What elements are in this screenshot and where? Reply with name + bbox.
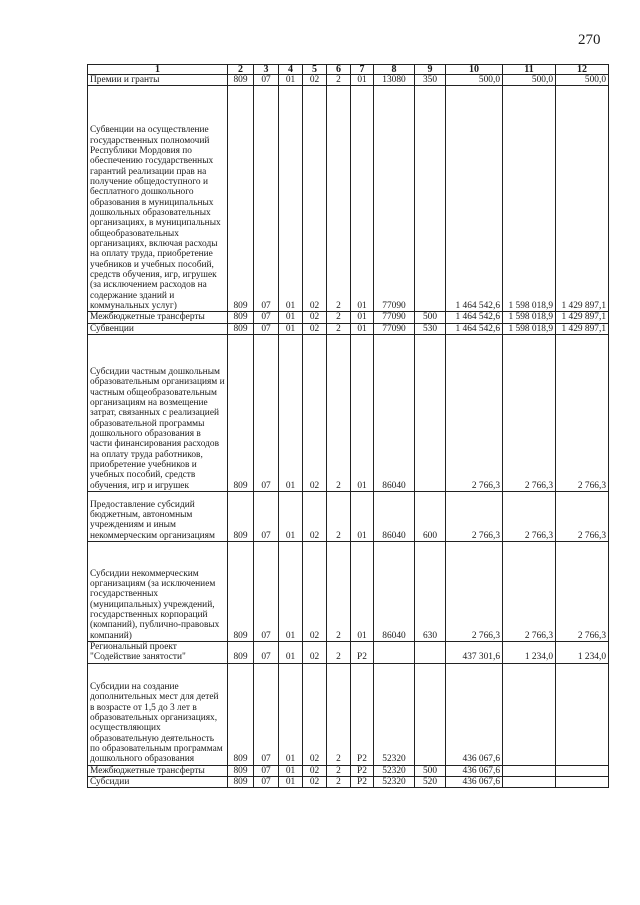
code-cell	[415, 335, 446, 492]
code-cell: 2	[327, 492, 351, 542]
code-cell: 77090	[374, 86, 415, 312]
amount-cell: 1 234,0	[556, 642, 609, 664]
budget-table	[87, 64, 609, 788]
row-name-cell: Межбюджетные трансферты	[88, 765, 228, 776]
code-cell: 86040	[374, 492, 415, 542]
code-cell: 2	[327, 75, 351, 86]
amount-cell: 500,0	[446, 75, 503, 86]
code-cell: 02	[303, 335, 327, 492]
code-cell: 01	[351, 86, 374, 312]
row-name-cell: Субсидии	[88, 777, 228, 788]
code-cell: 02	[303, 642, 327, 664]
code-cell: 02	[303, 542, 327, 642]
column-header: 6	[327, 65, 351, 75]
code-cell: 52320	[374, 777, 415, 788]
page-number: 270	[578, 32, 601, 48]
code-cell: 01	[279, 312, 303, 323]
code-cell: 02	[303, 663, 327, 765]
amount-cell: 1 598 018,9	[503, 323, 556, 334]
code-cell: 350	[415, 75, 446, 86]
code-cell	[415, 86, 446, 312]
amount-cell: 437 301,6	[446, 642, 503, 664]
code-cell: 2	[327, 323, 351, 334]
code-cell: 07	[254, 86, 279, 312]
column-header: 4	[279, 65, 303, 75]
amount-cell: 500,0	[556, 75, 609, 86]
amount-cell: 2 766,3	[503, 492, 556, 542]
column-header: 3	[254, 65, 279, 75]
amount-cell: 2 766,3	[446, 335, 503, 492]
table-row	[88, 765, 609, 776]
table-row	[88, 86, 609, 312]
code-cell: P2	[351, 765, 374, 776]
table-body	[88, 75, 609, 788]
amount-cell: 436 067,6	[446, 777, 503, 788]
table-row	[88, 542, 609, 642]
code-cell: 2	[327, 663, 351, 765]
code-cell: 07	[254, 663, 279, 765]
code-cell: 2	[327, 642, 351, 664]
row-name-cell: Региональный проект "Содействие занятости"	[88, 642, 228, 664]
code-cell: 01	[279, 75, 303, 86]
code-cell: 77090	[374, 312, 415, 323]
table-row	[88, 663, 609, 765]
code-cell: 02	[303, 75, 327, 86]
code-cell: 02	[303, 86, 327, 312]
table-row	[88, 777, 609, 788]
amount-cell: 436 067,6	[446, 765, 503, 776]
code-cell: 809	[228, 312, 254, 323]
code-cell: 01	[279, 335, 303, 492]
code-cell: 809	[228, 765, 254, 776]
code-cell: 07	[254, 323, 279, 334]
amount-cell: 2 766,3	[446, 542, 503, 642]
table-row	[88, 335, 609, 492]
code-cell: 01	[351, 312, 374, 323]
code-cell: 600	[415, 492, 446, 542]
code-cell: 500	[415, 312, 446, 323]
code-cell: 2	[327, 86, 351, 312]
code-cell: 809	[228, 492, 254, 542]
code-cell: 01	[279, 542, 303, 642]
code-cell: 86040	[374, 542, 415, 642]
amount-cell	[556, 663, 609, 765]
code-cell: P2	[351, 663, 374, 765]
code-cell: 520	[415, 777, 446, 788]
code-cell: 01	[351, 492, 374, 542]
code-cell: 07	[254, 642, 279, 664]
amount-cell: 2 766,3	[503, 335, 556, 492]
code-cell: 01	[351, 75, 374, 86]
amount-cell: 1 464 542,6	[446, 323, 503, 334]
amount-cell: 1 429 897,1	[556, 323, 609, 334]
table-row	[88, 75, 609, 86]
code-cell: 809	[228, 86, 254, 312]
code-cell: 630	[415, 542, 446, 642]
amount-cell	[556, 777, 609, 788]
code-cell: 52320	[374, 765, 415, 776]
column-header: 12	[556, 65, 609, 75]
code-cell: 2	[327, 542, 351, 642]
code-cell: 01	[279, 765, 303, 776]
table-row	[88, 323, 609, 334]
code-cell: 2	[327, 312, 351, 323]
code-cell: P2	[351, 642, 374, 664]
code-cell: 2	[327, 335, 351, 492]
row-name-cell: Субсидии некоммерческим организациям (за исключением государственных (муниципальных) учреждений, государственных корпораций (компаний), публично-правовых компаний)	[88, 542, 228, 642]
table-header-row	[88, 65, 609, 75]
code-cell: 2	[327, 777, 351, 788]
code-cell: 77090	[374, 323, 415, 334]
row-name-cell: Предоставление субсидий бюджетным, автономным учреждениям и иным некоммерческим организациям	[88, 492, 228, 542]
amount-cell: 1 598 018,9	[503, 86, 556, 312]
table-row	[88, 642, 609, 664]
amount-cell: 1 234,0	[503, 642, 556, 664]
code-cell: 02	[303, 323, 327, 334]
code-cell	[415, 663, 446, 765]
code-cell: 809	[228, 323, 254, 334]
code-cell: 809	[228, 75, 254, 86]
code-cell: 01	[351, 335, 374, 492]
amount-cell: 1 464 542,6	[446, 86, 503, 312]
code-cell: 01	[279, 86, 303, 312]
amount-cell: 2 766,3	[503, 542, 556, 642]
amount-cell: 436 067,6	[446, 663, 503, 765]
code-cell: 13080	[374, 75, 415, 86]
code-cell: 52320	[374, 663, 415, 765]
amount-cell: 1 598 018,9	[503, 312, 556, 323]
code-cell	[415, 642, 446, 664]
code-cell: 530	[415, 323, 446, 334]
code-cell: 809	[228, 335, 254, 492]
code-cell: P2	[351, 777, 374, 788]
code-cell: 809	[228, 777, 254, 788]
row-name-cell: Субвенции на осуществление государственных полномочий Республики Мордовия по обеспечению государственных гарантий реализации прав на получение общедоступного и бесплатного дошкольного образования в муниципальных дошкольных образовательных организациях, в муниципальных общеобразовательных организациях, включая расходы на оплату труда, приобретение учебников и учебных пособий, средств обучения, игр, игрушек (за исключением расходов на содержание зданий и коммунальных услуг)	[88, 86, 228, 312]
code-cell: 07	[254, 335, 279, 492]
amount-cell	[503, 663, 556, 765]
column-header: 10	[446, 65, 503, 75]
code-cell: 809	[228, 542, 254, 642]
column-header: 11	[503, 65, 556, 75]
row-name-cell: Субвенции	[88, 323, 228, 334]
code-cell	[374, 642, 415, 664]
table-row	[88, 312, 609, 323]
column-header: 8	[374, 65, 415, 75]
code-cell: 07	[254, 765, 279, 776]
code-cell: 01	[279, 642, 303, 664]
column-header: 2	[228, 65, 254, 75]
amount-cell	[556, 765, 609, 776]
code-cell: 01	[279, 492, 303, 542]
amount-cell: 1 464 542,6	[446, 312, 503, 323]
row-name-cell: Субсидии частным дошкольным образовательным организациям и частным общеобразовательным организациям на возмещение затрат, связанных с реализацией образовательной программы дошкольного образования в части финансирования расходов на оплату труда работников, приобретение учебников и учебных пособий, средств обучения, игр и игрушек	[88, 335, 228, 492]
code-cell: 01	[279, 663, 303, 765]
code-cell: 2	[327, 765, 351, 776]
column-header: 9	[415, 65, 446, 75]
code-cell: 01	[279, 777, 303, 788]
code-cell: 07	[254, 542, 279, 642]
code-cell: 809	[228, 642, 254, 664]
row-name-cell: Премии и гранты	[88, 75, 228, 86]
amount-cell: 2 766,3	[446, 492, 503, 542]
code-cell: 01	[351, 323, 374, 334]
code-cell: 01	[279, 323, 303, 334]
amount-cell	[503, 765, 556, 776]
code-cell: 07	[254, 75, 279, 86]
amount-cell	[503, 777, 556, 788]
table-row	[88, 492, 609, 542]
column-header: 1	[88, 65, 228, 75]
amount-cell: 1 429 897,1	[556, 86, 609, 312]
amount-cell: 2 766,3	[556, 542, 609, 642]
code-cell: 01	[351, 542, 374, 642]
amount-cell: 1 429 897,1	[556, 312, 609, 323]
code-cell: 02	[303, 492, 327, 542]
column-header: 7	[351, 65, 374, 75]
column-header: 5	[303, 65, 327, 75]
code-cell: 02	[303, 777, 327, 788]
code-cell: 02	[303, 765, 327, 776]
amount-cell: 500,0	[503, 75, 556, 86]
code-cell: 809	[228, 663, 254, 765]
code-cell: 500	[415, 765, 446, 776]
row-name-cell: Субсидии на создание дополнительных мест для детей в возрасте от 1,5 до 3 лет в образовательных организациях, осуществляющих образовательную деятельность по образовательным программам дошкольного образования	[88, 663, 228, 765]
amount-cell: 2 766,3	[556, 492, 609, 542]
row-name-cell: Межбюджетные трансферты	[88, 312, 228, 323]
code-cell: 86040	[374, 335, 415, 492]
code-cell: 07	[254, 492, 279, 542]
code-cell: 07	[254, 777, 279, 788]
code-cell: 07	[254, 312, 279, 323]
code-cell: 02	[303, 312, 327, 323]
amount-cell: 2 766,3	[556, 335, 609, 492]
